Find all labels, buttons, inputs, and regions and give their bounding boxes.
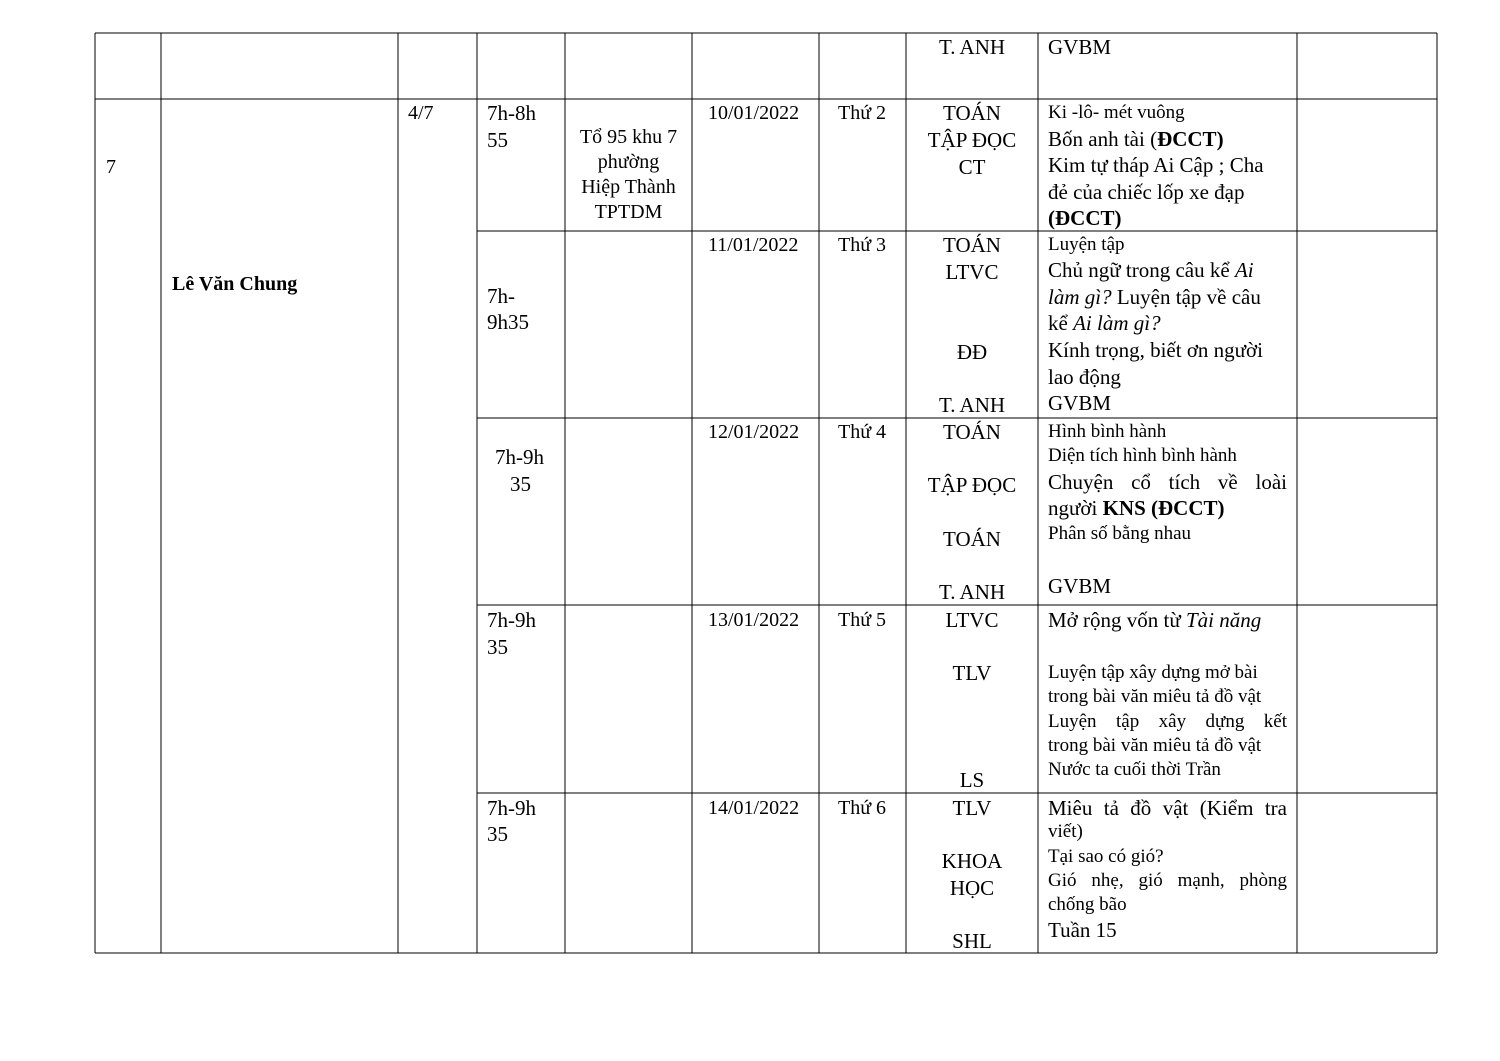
prev-row-lesson: GVBM — [1048, 35, 1112, 59]
day3-lesson: Phân số bằng nhau — [1048, 523, 1192, 544]
day2-time: 9h35 — [487, 310, 529, 334]
day2-lesson: kể Ai làm gì? — [1048, 311, 1161, 335]
day3-lesson: Hình bình hành — [1048, 421, 1167, 442]
day2-lesson: Kính trọng, biết ơn người — [1048, 338, 1263, 362]
day5-lesson: Miêu tả đồ vật (Kiểm tra — [1048, 796, 1287, 820]
day4-time: 35 — [487, 635, 508, 659]
day3-date: 12/01/2022 — [708, 421, 800, 443]
location-line: phường — [597, 151, 660, 173]
day5-lesson: chống bão — [1048, 894, 1127, 915]
day5-lesson: Tuần 15 — [1048, 918, 1117, 942]
day5-subject: SHL — [952, 929, 992, 953]
day4-lesson: Mở rộng vốn từ Tài năng — [1048, 608, 1262, 632]
day4-subject: LS — [959, 768, 985, 792]
day1-lesson: Kim tự tháp Ai Cập ; Cha — [1048, 153, 1264, 177]
day4-time: 7h-9h — [487, 608, 536, 632]
day1-time: 55 — [487, 128, 508, 152]
teacher-name: Lê Văn Chung — [172, 273, 298, 295]
day5-lesson: viết) — [1048, 821, 1083, 842]
day4-subject: LTVC — [945, 608, 999, 632]
day2-subject: TOÁN — [943, 233, 1001, 257]
day3-time: 7h-9h — [495, 445, 544, 469]
day4-lesson: Luyện tập xây dựng kết — [1048, 711, 1287, 732]
day4-lesson: trong bài văn miêu tả đồ vật — [1048, 686, 1262, 707]
day2-lesson: lao động — [1048, 365, 1121, 389]
day1-lesson: đẻ của chiếc lốp xe đạp — [1048, 180, 1245, 204]
day3-weekday: Thứ 4 — [838, 421, 887, 443]
day5-time: 35 — [487, 822, 508, 846]
day2-subject: LTVC — [945, 260, 999, 284]
day2-lesson: Luyện tập — [1048, 234, 1125, 255]
day2-time: 7h- — [487, 284, 515, 308]
row-index: 7 — [106, 156, 116, 178]
day3-time: 35 — [510, 472, 531, 496]
location-line: Tổ 95 khu 7 — [579, 126, 678, 148]
day3-subject: T. ANH — [938, 580, 1006, 604]
day4-lesson: trong bài văn miêu tả đồ vật — [1048, 735, 1262, 756]
day5-lesson: Tại sao có gió? — [1048, 846, 1164, 867]
day1-lesson: (ĐCCT) — [1048, 206, 1122, 230]
day1-lesson: Bốn anh tài (ĐCCT) — [1048, 127, 1224, 151]
day4-weekday: Thứ 5 — [838, 609, 887, 631]
day3-lesson: Diện tích hình bình hành — [1048, 445, 1237, 466]
day5-time: 7h-9h — [487, 796, 536, 820]
day1-weekday: Thứ 2 — [838, 102, 887, 124]
location-line: TPTDM — [594, 201, 663, 223]
location-line: Hiệp Thành — [581, 176, 676, 198]
day3-subject: TẬP ĐỌC — [927, 473, 1017, 497]
day3-subject: TOÁN — [943, 420, 1001, 444]
day2-lesson: Chủ ngữ trong câu kể Ai — [1048, 258, 1254, 282]
day5-lesson: Gió nhẹ, gió mạnh, phòng — [1048, 870, 1287, 891]
day1-subject: CT — [958, 155, 986, 179]
day5-weekday: Thứ 6 — [838, 797, 887, 819]
day2-lesson: GVBM — [1048, 391, 1112, 415]
day3-lesson: người KNS (ĐCCT) — [1048, 496, 1225, 520]
day1-time: 7h-8h — [487, 101, 536, 125]
day4-lesson: Luyện tập xây dựng mở bài — [1048, 662, 1258, 683]
day1-subject: TOÁN — [943, 101, 1001, 125]
prev-row-subject: T. ANH — [938, 35, 1006, 59]
day5-subject: TLV — [952, 796, 992, 820]
day3-lesson: GVBM — [1048, 574, 1112, 598]
class-name: 4/7 — [408, 102, 434, 124]
day5-subject: KHOA — [941, 849, 1003, 873]
day2-weekday: Thứ 3 — [838, 234, 887, 256]
day4-lesson: Nước ta cuối thời Trần — [1048, 759, 1221, 780]
day5-subject: HỌC — [949, 876, 995, 900]
day5-date: 14/01/2022 — [708, 797, 800, 819]
day2-lesson: làm gì? Luyện tập về câu — [1048, 285, 1261, 309]
day2-subject: ĐĐ — [956, 340, 988, 364]
day3-lesson: Chuyện cổ tích về loài — [1048, 470, 1287, 494]
day2-date: 11/01/2022 — [708, 234, 799, 256]
day4-date: 13/01/2022 — [708, 609, 800, 631]
day3-subject: TOÁN — [943, 527, 1001, 551]
day4-subject: TLV — [952, 661, 992, 685]
day1-lesson: Ki -lô- mét vuông — [1048, 102, 1185, 123]
day1-date: 10/01/2022 — [708, 102, 800, 124]
day2-subject: T. ANH — [938, 393, 1006, 417]
day1-subject: TẬP ĐỌC — [927, 128, 1017, 152]
